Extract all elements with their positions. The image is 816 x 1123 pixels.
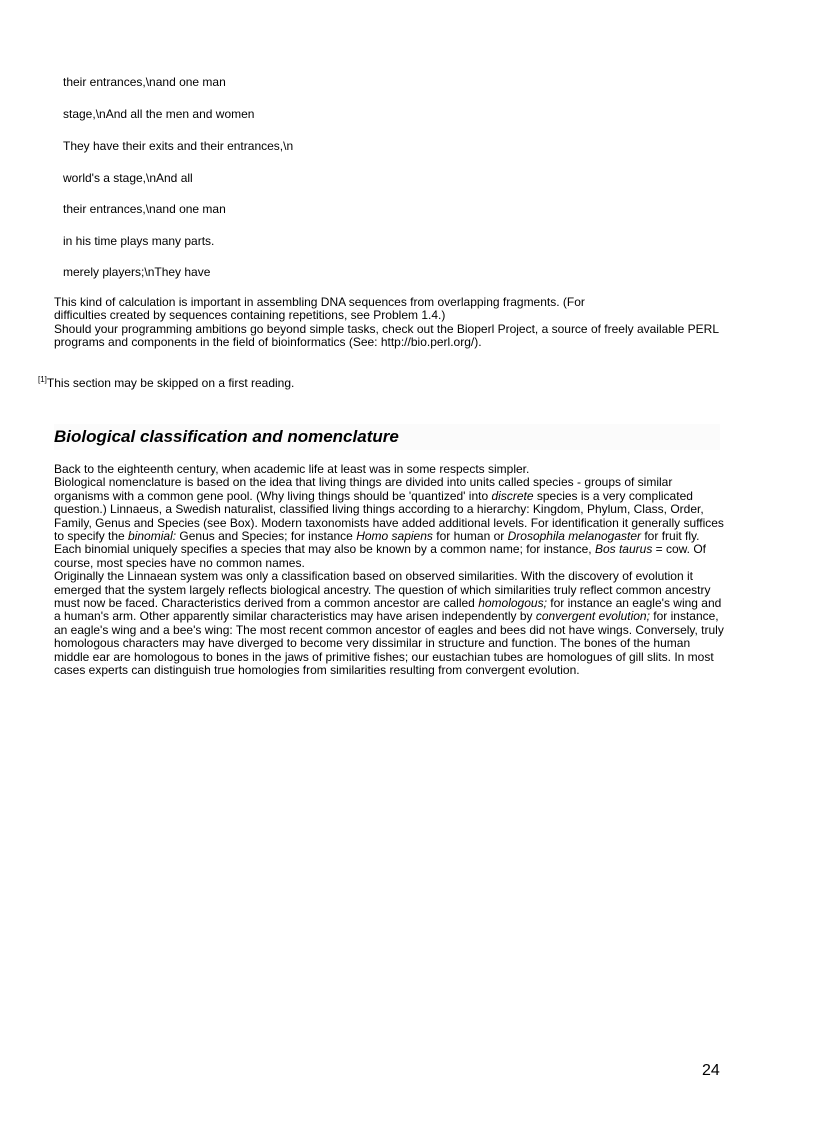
text-run: species is a very complicated question.) Linnaeus, a Swedish naturalist, classified living things according to a hierarchy: Kingdom, Phylum, Class, Order, Family, Genus and Species (see Box). Modern taxonomists have added additional levels. For identification it generally suffices to specify the xyxy=(54,488,724,544)
dna-line: difficulties created by sequences containing repetitions, see Problem 1.4.) xyxy=(54,308,446,323)
text-run: for instance, an eagle's wing and a bee's wing: The most recent common ancestor of eagles and bees did not have wings. Conversely, truly homologous characters may have diverged to become very dissimilar in structure and function. The bones of the human middle ear are homologous to bones in the jaws of primitive fishes; our eustachian tubes are homologues of gill slits. In most cases experts can distinguish true homologies from similarities resulting from convergent evolution. xyxy=(54,609,724,678)
text-run: for human or xyxy=(432,529,508,544)
sequence-fragment: in his time plays many parts. xyxy=(63,234,215,248)
bioperl-paragraph: Should your programming ambitions go beyond simple tasks, check out the Bioperl Project, a source of freely available PERL programs and components in the field of bioinformatics (See: http://bio.perl.org/). xyxy=(54,321,719,350)
species-name: Homo sapiens xyxy=(356,529,433,544)
sequence-fragment: their entrances,\nand one man xyxy=(63,75,226,89)
sequence-fragment: They have their exits and their entrances,\n xyxy=(63,139,294,153)
sequence-fragment: their entrances,\nand one man xyxy=(63,202,226,216)
nomenclature-paragraph xyxy=(54,476,726,570)
text-run: Biological nomenclature is based on the idea that living things are divided into units called species - groups of similar organisms with a common gene pool. (Why living things should be 'quantized' into xyxy=(54,475,673,503)
text-run: = cow. Of course, most species have no common names. xyxy=(54,542,707,570)
homology-paragraph xyxy=(54,570,726,677)
page-number: 24 xyxy=(702,1062,720,1079)
sequence-fragment: stage,\nAnd all the men and women xyxy=(63,107,255,121)
emphasis: discrete xyxy=(491,488,534,503)
species-name: Bos taurus xyxy=(594,542,653,557)
footnote xyxy=(38,373,294,390)
emphasis: convergent evolution; xyxy=(535,609,650,624)
emphasis: binomial: xyxy=(128,529,177,544)
sequence-fragment: merely players;\nThey have xyxy=(63,265,211,279)
species-name: Drosophila melanogaster xyxy=(507,529,642,544)
text-run: Genus and Species; for instance xyxy=(176,529,357,544)
text-run: for instance an eagle's wing and a human's arm. Other apparently similar characteristics may have arisen independently by xyxy=(54,596,722,624)
section-body xyxy=(54,463,726,678)
footnote-text: This section may be skipped on a first reading. xyxy=(46,376,295,390)
dna-line: This kind of calculation is important in assembling DNA sequences from overlapping fragments. (For xyxy=(54,295,585,309)
footnote-marker: [1] xyxy=(38,375,47,384)
text-run: Originally the Linnaean system was only a classification based on observed similarities. With the discovery of evolution it emerged that the system largely reflects biological ancestry. The question of which similarities truly reflect common ancestry must now be faced. Characteristics derived from a common ancestor are called xyxy=(54,569,711,611)
emphasis: homologous; xyxy=(478,596,547,611)
sequence-fragment: world's a stage,\nAnd all xyxy=(63,171,193,185)
section-heading: Biological classification and nomenclature xyxy=(54,427,399,446)
text-run: for fruit fly. Each binomial uniquely specifies a species that may also be known by a common name; for instance, xyxy=(54,529,700,557)
intro-paragraph: Back to the eighteenth century, when academic life at least was in some respects simpler. xyxy=(54,462,530,476)
dna-paragraph xyxy=(54,296,726,350)
